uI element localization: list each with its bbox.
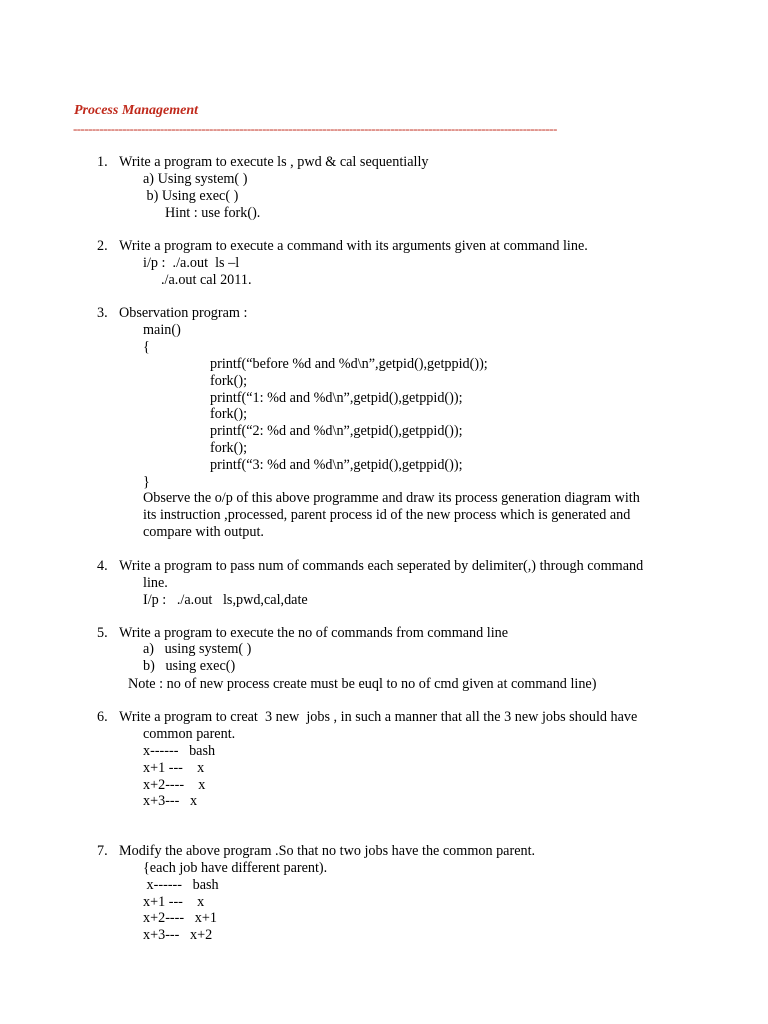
item-text: x+3--- x (143, 793, 198, 809)
item-text: line. (143, 575, 168, 591)
item-text: b) using exec() (143, 658, 236, 674)
item-number: 2. (97, 238, 108, 254)
item-number: 3. (97, 305, 108, 321)
code-line: printf(“2: %d and %d\n”,getpid(),getppid()); (210, 423, 463, 439)
item-number: 6. (97, 709, 108, 725)
item-text: x+1 --- x (143, 760, 205, 776)
item-text: Modify the above program .So that no two jobs have the common parent. (119, 843, 536, 859)
item-text: Write a program to execute the no of commands from command line (119, 625, 509, 641)
item-text: Write a program to pass num of commands each seperated by delimiter(,) through command (119, 558, 644, 574)
item-text: a) using system( ) (143, 641, 252, 657)
code-line: printf(“1: %d and %d\n”,getpid(),getppid()); (210, 390, 463, 406)
item-number: 1. (97, 154, 108, 170)
item-text: ./a.out cal 2011. (161, 272, 252, 288)
item-text: Observation program : (119, 305, 248, 321)
item-text: Write a program to execute ls , pwd & cal sequentially (119, 154, 429, 170)
code-line: printf(“3: %d and %d\n”,getpid(),getppid()); (210, 457, 463, 473)
item-text: a) Using system( ) (143, 171, 248, 187)
item-number: 5. (97, 625, 108, 641)
code-line: main() (143, 322, 181, 338)
item-text: Write a program to creat 3 new jobs , in such a manner that all the 3 new jobs should have (119, 709, 638, 725)
item-text: i/p : ./a.out ls –l (143, 255, 240, 271)
code-line: fork(); (210, 373, 248, 389)
code-line: fork(); (210, 440, 248, 456)
title-divider: -------------------------------------------------------------------------------------------------------------------------------- (73, 121, 557, 136)
item-text: Observe the o/p of this above programme and draw its process generation diagram with (143, 490, 640, 506)
item-text: {each job have different parent). (143, 860, 328, 876)
code-line: printf(“before %d and %d\n”,getpid(),getppid()); (210, 356, 488, 372)
item-text: x+1 --- x (143, 894, 205, 910)
item-text: I/p : ./a.out ls,pwd,cal,date (143, 592, 308, 608)
item-text: x+2---- x (143, 777, 206, 793)
code-line: } (143, 474, 150, 490)
item-text: x------ bash (143, 743, 216, 759)
item-text: x+2---- x+1 (143, 910, 217, 926)
item-number: 4. (97, 558, 108, 574)
item-text: Hint : use fork(). (165, 205, 261, 221)
item-text: x------ bash (143, 877, 219, 893)
code-line: fork(); (210, 406, 248, 422)
item-text: Write a program to execute a command with its arguments given at command line. (119, 238, 588, 254)
item-text: x+3--- x+2 (143, 927, 213, 943)
item-text: Note : no of new process create must be euql to no of cmd given at command line) (128, 676, 597, 692)
item-number: 7. (97, 843, 108, 859)
page-title: Process Management (74, 103, 199, 118)
item-text: b) Using exec( ) (143, 188, 239, 204)
item-text: its instruction ,processed, parent process id of the new process which is generated and (143, 507, 631, 523)
item-text: compare with output. (143, 524, 264, 540)
code-line: { (143, 339, 150, 355)
item-text: common parent. (143, 726, 236, 742)
